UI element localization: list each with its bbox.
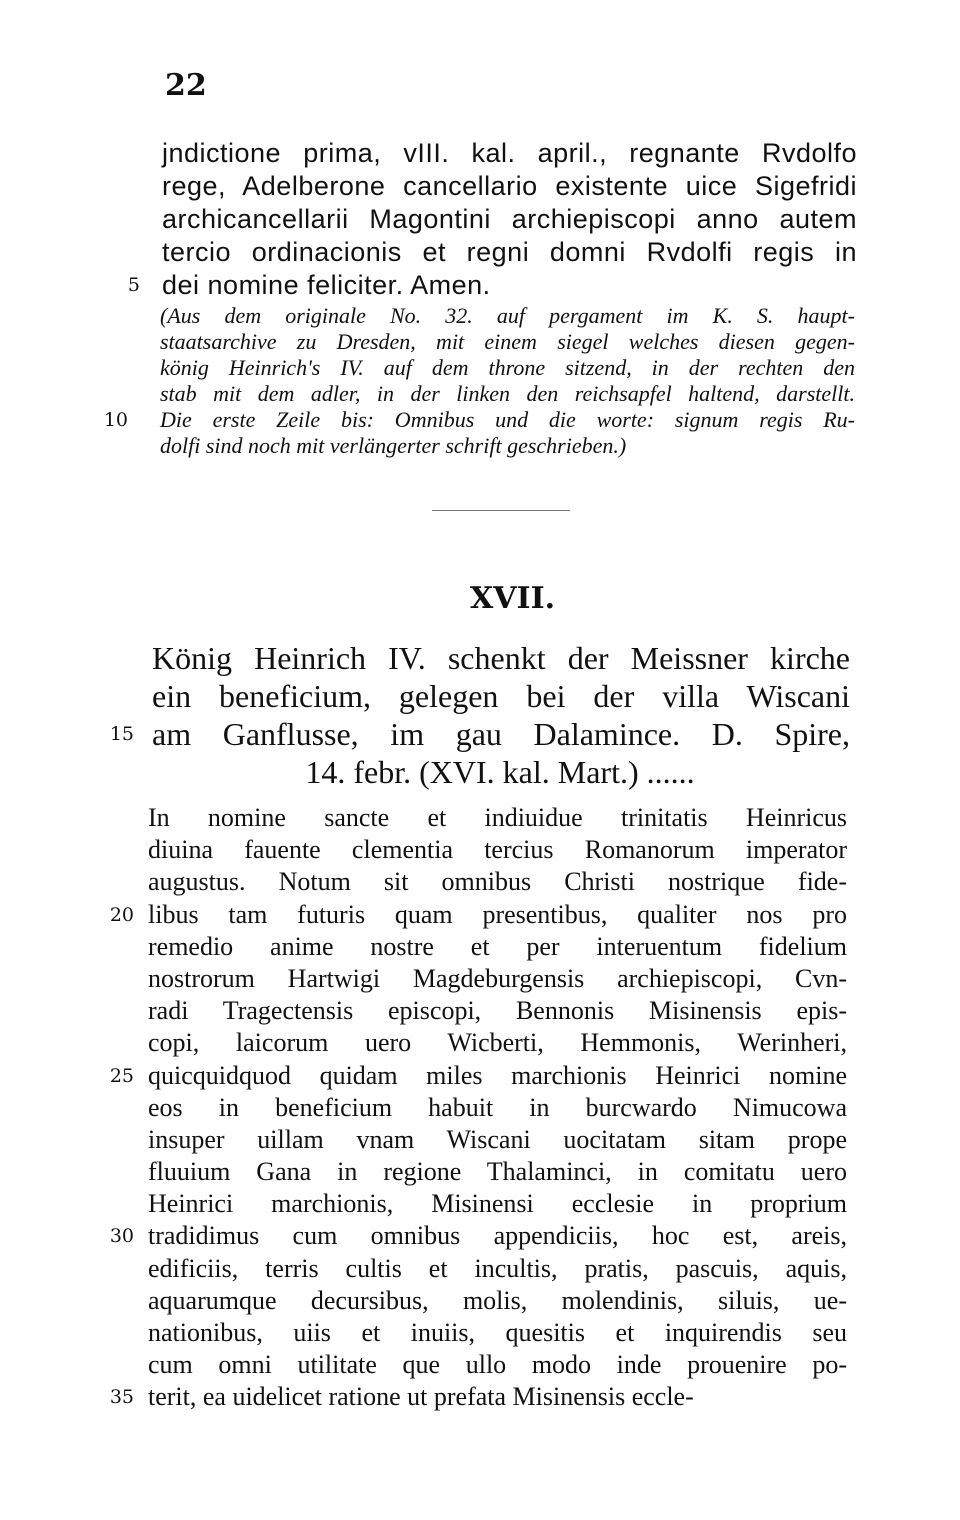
body-line [0, 996, 960, 1028]
body-line [0, 1061, 960, 1093]
line-text: stab mit dem adler, in der linken den reichsapfel haltend, darstellt. [160, 381, 855, 406]
line-text: ein beneficium, gelegen bei der villa Wiscani [152, 678, 850, 714]
line-text: terit, ea uidelicet ratione ut prefata Misinensis eccle- [148, 1382, 694, 1412]
section-divider [432, 510, 570, 511]
intro-line [0, 171, 960, 204]
line-text: nationibus, uiis et inuiis, quesitis et inquirendis seu [148, 1318, 847, 1347]
heading-line [0, 754, 960, 792]
line-text: tercio ordinacionis et regni domni Rvdolfi regis in [162, 237, 857, 267]
body-line [0, 1125, 960, 1157]
line-text: könig Heinrich's IV. auf dem throne sitzend, in der rechten den [160, 355, 855, 380]
intro-line [0, 138, 960, 171]
source-note [0, 303, 960, 459]
document-heading [0, 640, 960, 792]
body-line [0, 1286, 960, 1318]
line-text: Die erste Zeile bis: Omnibus und die worte: signum regis Ru- [160, 407, 855, 432]
body-line [0, 1157, 960, 1189]
line-text: In nomine sancte et indiuidue trinitatis Heinricus [148, 803, 847, 832]
line-text: am Ganflusse, im gau Dalamince. D. Spire, [152, 716, 850, 752]
line-text: (Aus dem originale No. 32. auf pergament im K. S. haupt- [160, 303, 855, 328]
body-line [0, 1382, 960, 1414]
line-text: edificiis, terris cultis et incultis, pratis, pascuis, aquis, [148, 1253, 847, 1283]
intro-line [0, 270, 960, 303]
line-text: aquarumque decursibus, molis, molendinis, siluis, ue- [148, 1285, 847, 1315]
body-line [0, 1221, 960, 1253]
intro-line [0, 204, 960, 237]
section-number: XVII. [470, 581, 556, 616]
line-text: König Heinrich IV. schenkt der Meissner kirche [152, 640, 850, 676]
line-number: 10 [103, 409, 128, 431]
line-text: rege, Adelberone cancellario existente uice Sigefridi [162, 171, 857, 201]
line-text: radi Tragectensis episcopi, Bennonis Misinensis epis- [148, 996, 847, 1026]
line-text: archicancellarii Magontini archiepiscopi anno autem [162, 204, 857, 234]
line-text: remedio anime nostre et per interuentum fidelium [148, 931, 847, 961]
intro-line [0, 237, 960, 270]
page-number: 22 [165, 68, 207, 103]
body-line [0, 1350, 960, 1382]
line-number: 25 [109, 1064, 134, 1087]
line-text: Heinrici marchionis, Misinensi ecclesie in proprium [148, 1189, 847, 1219]
line-text: dolfi sind noch mit verlängerter schrift geschrieben.) [160, 433, 627, 458]
note-line [0, 329, 960, 355]
line-number: 15 [109, 723, 134, 745]
intro-paragraph [0, 138, 960, 303]
line-number: 5 [127, 274, 140, 296]
line-text: diuina fauente clementia tercius Romanorum imperator [148, 835, 847, 865]
body-line [0, 1093, 960, 1125]
line-text: copi, laicorum uero Wicberti, Hemmonis, Werinheri, [148, 1028, 847, 1058]
line-number: 35 [109, 1386, 134, 1409]
line-text: dei nomine feliciter. Amen. [162, 270, 491, 300]
note-line [0, 381, 960, 407]
line-text: tradidimus cum omnibus appendiciis, hoc est, areis, [148, 1221, 847, 1251]
line-text: cum omni utilitate que ullo modo inde prouenire po- [148, 1350, 847, 1380]
line-text: 14. febr. (XVI. kal. Mart.) ...... [305, 754, 695, 790]
heading-line [0, 716, 960, 754]
body-line [0, 1318, 960, 1350]
body-line [0, 900, 960, 932]
line-text: fluuium Gana in regione Thalaminci, in comitatu uero [148, 1157, 847, 1187]
line-number: 30 [109, 1225, 134, 1248]
note-line [0, 433, 960, 459]
line-text: augustus. Notum sit omnibus Christi nostrique fide- [148, 867, 847, 897]
heading-line [0, 678, 960, 716]
body-line [0, 1189, 960, 1221]
body-line [0, 932, 960, 964]
body-line [0, 1028, 960, 1060]
note-line [0, 355, 960, 381]
body-line [0, 1254, 960, 1286]
line-text: insuper uillam vnam Wiscani uocitatam sitam prope [148, 1124, 847, 1154]
line-number: 20 [109, 903, 134, 926]
line-text: nostrorum Hartwigi Magdeburgensis archiepiscopi, Cvn- [148, 963, 847, 993]
line-text: eos in beneficium habuit in burcwardo Nimucowa [148, 1092, 847, 1122]
line-text: quicquidquod quidam miles marchionis Heinrici nomine [148, 1060, 847, 1090]
line-text: jndictione prima, vIII. kal. april., regnante Rvdolfo [162, 138, 857, 168]
document-body [0, 803, 960, 1415]
heading-line [0, 640, 960, 678]
body-line [0, 867, 960, 899]
note-line [0, 303, 960, 329]
body-line [0, 803, 960, 835]
note-line [0, 407, 960, 433]
body-line [0, 964, 960, 996]
line-text: libus tam futuris quam presentibus, qualiter nos pro [148, 899, 847, 929]
body-line [0, 835, 960, 867]
line-text: staatsarchive zu Dresden, mit einem siegel welches diesen gegen- [160, 329, 855, 354]
